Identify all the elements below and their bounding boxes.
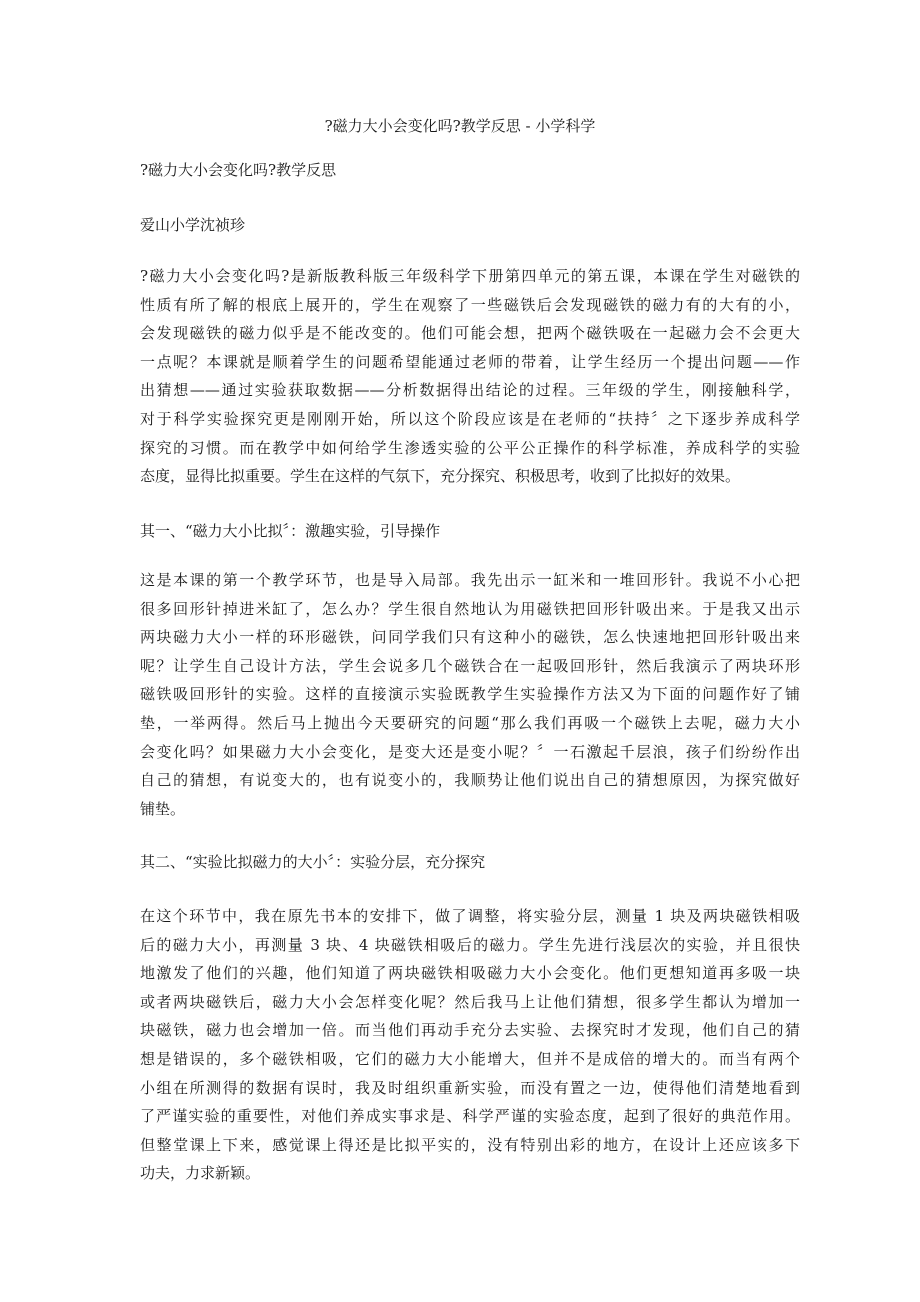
paragraph-line: 呢？让学生自己设计方法，学生会说多几个磁铁合在一起吸回形针，然后我演示了两块环形	[140, 656, 800, 675]
paragraph-line: 铺垫。	[140, 799, 186, 818]
paragraph-line: 两块磁力大小一样的环形磁铁，问同学我们只有这种小的磁铁，怎么快速地把回形针吸出来	[140, 628, 800, 647]
document-title: ?磁力大小会变化吗?教学反思 - 小学科学	[324, 117, 596, 135]
paragraph-line: 块磁铁，磁力也会增加一倍。而当他们再动手充分去实验、去探究时才发现，他们自己的猜	[140, 1021, 800, 1040]
paragraph-line: 功夫，力求新颖。	[140, 1164, 261, 1183]
intro-paragraph	[140, 262, 800, 491]
paragraph-line: 地激发了他们的兴趣，他们知道了两块磁铁相吸磁力大小会变化。他们更想知道再多吸一块	[140, 964, 800, 983]
section-1-heading: 其一、“磁力大小比拟〞：激趣实验，引导操作	[140, 522, 441, 540]
paragraph-line: 探究的习惯。而在教学中如何给学生渗透实验的公平公正操作的科学标准，养成科学的实验	[140, 438, 800, 457]
paragraph-line: 磁铁吸回形针的实验。这样的直接演示实验既教学生实验操作方法又为下面的问题作好了铺	[140, 685, 800, 704]
paragraph-line: 在这个环节中，我在原先书本的安排下，做了调整，将实验分层，测量 1 块及两块磁铁相吸	[140, 907, 800, 925]
paragraph-line: 一点呢？本课就是顺着学生的问题希望能通过老师的带着，让学生经历一个提出问题——作	[140, 352, 800, 371]
paragraph-line: 出猜想——通过实验获取数据——分析数据得出结论的过程。三年级的学生，刚接触科学，	[140, 381, 800, 400]
section-2-heading: 其二、“实验比拟磁力的大小〞：实验分层，充分探究	[140, 853, 486, 871]
paragraph-line: 会变化吗？如果磁力大小会变化，是变大还是变小呢？〞一石激起千层浪，孩子们纷纷作出	[140, 742, 800, 761]
paragraph-line: ?磁力大小会变化吗?是新版教科版三年级科学下册第四单元的第五课，本课在学生对磁铁的	[140, 267, 800, 285]
paragraph-line: 会发现磁铁的磁力似乎是不能改变的。他们可能会想，把两个磁铁吸在一起磁力会不会更大	[140, 324, 800, 343]
paragraph-line: 但整堂课上下来，感觉课上得还是比拟平实的，没有特别出彩的地方，在设计上还应该多下	[140, 1135, 800, 1154]
paragraph-line: 小组在所测得的数据有误时，我及时组织重新实验，而没有置之一边，使得他们清楚地看到	[140, 1078, 800, 1097]
paragraph-line: 垫，一举两得。然后马上抛出今天要研究的问题“那么我们再吸一个磁铁上去呢，磁力大小	[140, 713, 800, 732]
section-1-paragraph	[140, 566, 800, 823]
paragraph-line: 了严谨实验的重要性，对他们养成实事求是、科学严谨的实验态度，起到了很好的典范作用。	[140, 1107, 800, 1126]
paragraph-line: 对于科学实验探究更是刚刚开始，所以这个阶段应该是在老师的“扶持〞之下逐步养成科学	[140, 409, 800, 428]
paragraph-line: 后的磁力大小，再测量 3 块、4 块磁铁相吸后的磁力。学生先进行浅层次的实验，并且很快	[140, 935, 800, 954]
paragraph-line: 或者两块磁铁后，磁力大小会怎样变化呢？然后我马上让他们猜想，很多学生都认为增加一	[140, 992, 800, 1011]
paragraph-line: 这是本课的第一个教学环节，也是导入局部。我先出示一缸米和一堆回形针。我说不小心把	[140, 571, 800, 589]
paragraph-line: 性质有所了解的根底上展开的，学生在观察了一些磁铁后会发现磁铁的磁力有的大有的小，	[140, 295, 800, 314]
paragraph-line: 很多回形针掉进米缸了，怎么办？学生很自然地认为用磁铁把回形针吸出来。于是我又出示	[140, 599, 800, 618]
paragraph-line: 自己的猜想，有说变大的，也有说变小的，我顺势让他们说出自己的猜想原因，为探究做好	[140, 771, 800, 790]
document-subtitle: ?磁力大小会变化吗?教学反思	[140, 161, 337, 179]
paragraph-line: 想是错误的，多个磁铁相吸，它们的磁力大小能增大，但并不是成倍的增大的。而当有两个	[140, 1049, 800, 1068]
author-line: 爱山小学沈祯珍	[140, 216, 246, 234]
section-2-paragraph	[140, 902, 800, 1188]
paragraph-line: 态度，显得比拟重要。学生在这样的气氛下，充分探究、积极思考，收到了比拟好的效果。	[140, 467, 741, 486]
